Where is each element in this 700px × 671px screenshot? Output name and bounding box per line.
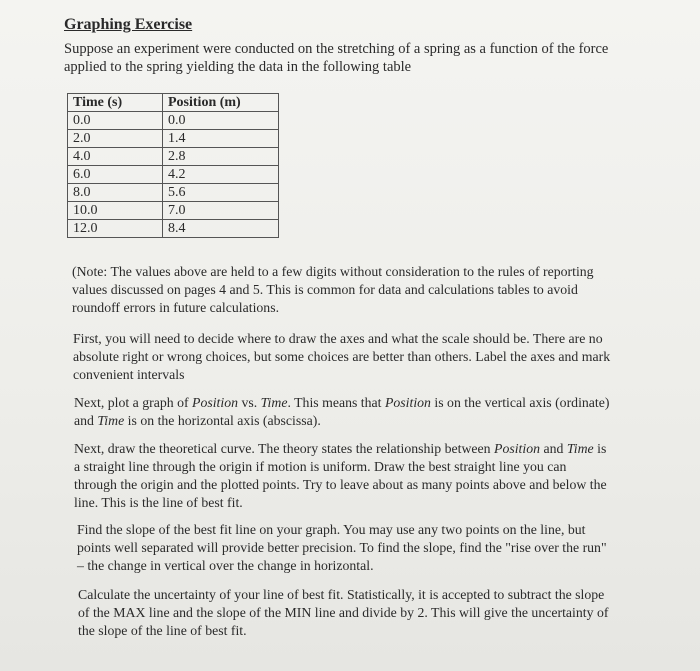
text-line: through the origin and the plotted points. Try to leave about as many points above and below the xyxy=(74,477,607,492)
intro-paragraph: Suppose an experiment were conducted on the stretching of a spring as a function of the force applied to the spring yielding the data in the following table xyxy=(64,41,609,75)
text-line: line. This is the line of best fit. xyxy=(74,495,243,510)
table-header-row xyxy=(68,94,279,112)
time-cell: 4.0 xyxy=(68,148,163,166)
table-row xyxy=(68,130,279,148)
text-line: values discussed on pages 4 and 5. This is common for data and calculations tables to avoid xyxy=(72,282,578,297)
table-row xyxy=(68,220,279,238)
document-title: Graphing Exercise xyxy=(64,16,193,33)
data-table xyxy=(67,93,279,238)
table-row xyxy=(68,166,279,184)
text-line: (Note: The values above are held to a few digits without consideration to the rules of reporting xyxy=(72,264,594,279)
text-line: a straight line through the origin if motion is uniform. Draw the best straight line you can xyxy=(74,459,567,474)
time-cell: 8.0 xyxy=(68,184,163,202)
table-row xyxy=(68,112,279,130)
text-line: of the MAX line and the slope of the MIN line and divide by 2. This will give the uncertainty of xyxy=(78,605,609,620)
text-line: Next, plot a graph of Position vs. Time. This means that Position is on the vertical axis (ordinate) xyxy=(74,395,610,410)
column-header-time: Time (s) xyxy=(68,94,163,112)
position-cell: 4.2 xyxy=(163,166,279,184)
column-header-position: Position (m) xyxy=(163,94,279,112)
note-paragraph xyxy=(72,263,652,317)
time-cell: 6.0 xyxy=(68,166,163,184)
table-row xyxy=(68,184,279,202)
uncertainty-paragraph xyxy=(78,586,656,640)
text-line: Next, draw the theoretical curve. The theory states the relationship between Position and Time is xyxy=(74,441,607,456)
text-line: roundoff errors in future calculations. xyxy=(72,300,280,315)
slope-paragraph xyxy=(77,521,657,575)
text-line: absolute right or wrong choices, but some choices are better than others. Label the axes and mark xyxy=(73,349,611,364)
position-cell: 8.4 xyxy=(163,220,279,238)
position-cell: 1.4 xyxy=(163,130,279,148)
text-line: and Time is on the horizontal axis (abscissa). xyxy=(74,413,321,428)
axes-paragraph xyxy=(73,330,655,384)
position-cell: 2.8 xyxy=(163,148,279,166)
text-line: the slope of the line of best fit. xyxy=(78,623,247,638)
plot-paragraph xyxy=(74,394,656,430)
position-cell: 5.6 xyxy=(163,184,279,202)
text-line: points well separated will provide better precision. To find the slope, find the "rise over the run" xyxy=(77,540,607,555)
position-cell: 7.0 xyxy=(163,202,279,220)
time-cell: 12.0 xyxy=(68,220,163,238)
time-cell: 2.0 xyxy=(68,130,163,148)
theory-paragraph xyxy=(74,440,656,512)
table-row xyxy=(68,202,279,220)
position-cell: 0.0 xyxy=(163,112,279,130)
text-line: convenient intervals xyxy=(73,367,185,382)
text-line: – the change in vertical over the change in horizontal. xyxy=(77,558,374,573)
text-line: Calculate the uncertainty of your line of best fit. Statistically, it is accepted to subtract the slope xyxy=(78,587,605,602)
text-line: First, you will need to decide where to draw the axes and what the scale should be. There are no xyxy=(73,331,603,346)
text-line: Find the slope of the best fit line on your graph. You may use any two points on the line, but xyxy=(77,522,586,537)
table-row xyxy=(68,148,279,166)
time-cell: 0.0 xyxy=(68,112,163,130)
time-cell: 10.0 xyxy=(68,202,163,220)
